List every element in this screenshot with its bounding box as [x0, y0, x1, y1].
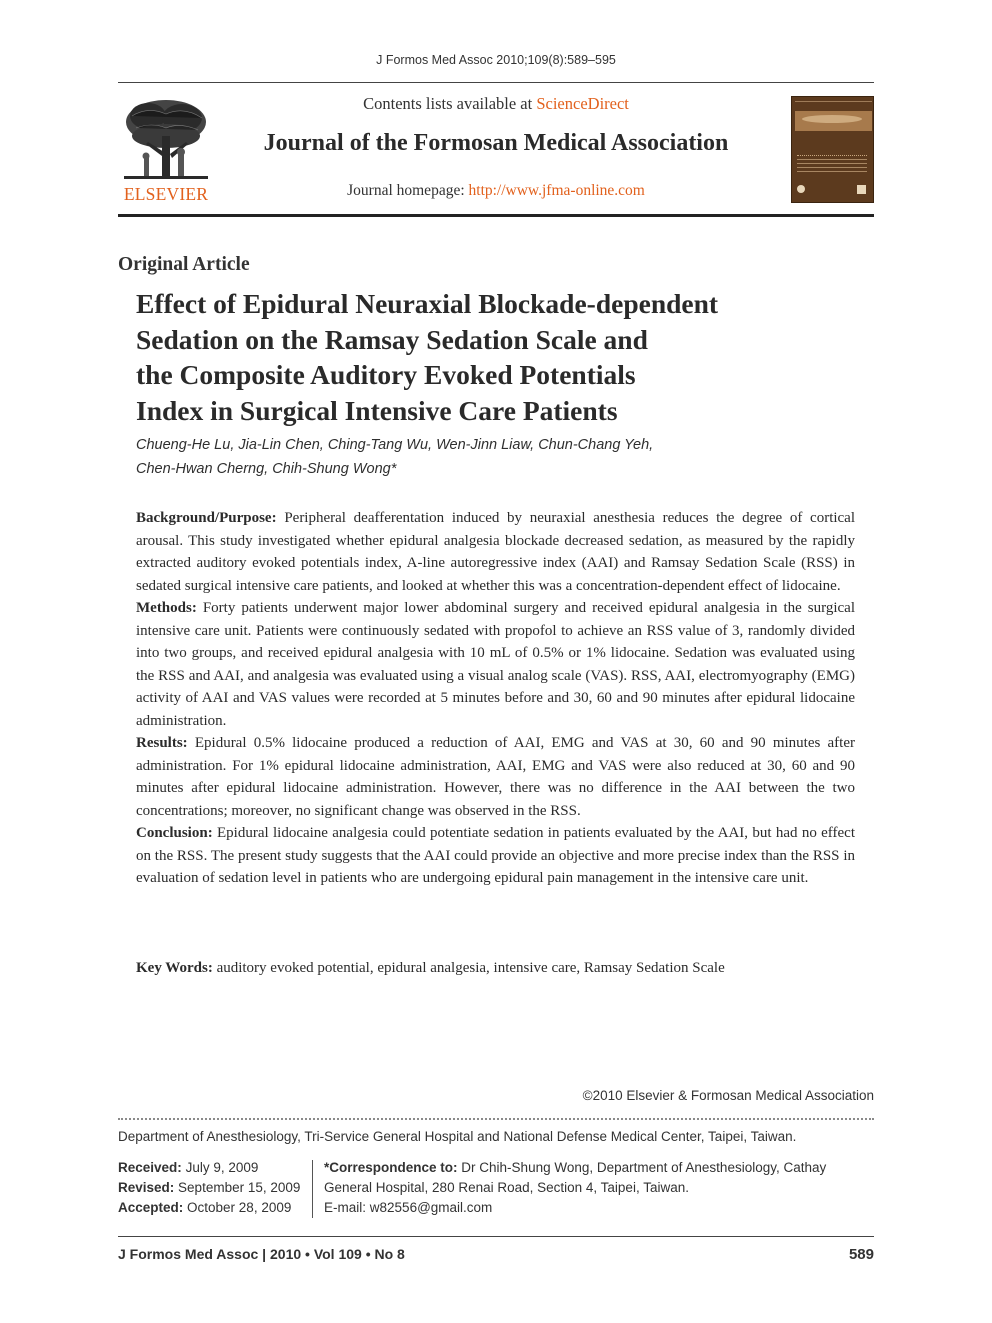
correspondence-text: Dr Chih-Shung Wong, Department of Anesthesiology, Cathay General Hospital, 280 Renai Road, Section 4, Taipei, Taiwan.	[324, 1160, 827, 1195]
correspondence-label: *Correspondence to:	[324, 1160, 458, 1175]
correspondence-email	[324, 1198, 875, 1218]
title-line: Index in Surgical Intensive Care Patients	[136, 394, 618, 426]
page-number: 589	[848, 1246, 874, 1263]
revised-label: Revised:	[118, 1180, 175, 1195]
article-type: Original Article	[118, 254, 250, 275]
author-list	[136, 433, 856, 481]
correspondence	[324, 1158, 875, 1218]
methods-label: Methods:	[136, 600, 197, 616]
accepted-label: Accepted:	[118, 1200, 184, 1215]
affiliation: Department of Anesthesiology, Tri-Service General Hospital and National Defense Medical Center, Taipei, Taiwan.	[118, 1129, 797, 1144]
dotted-divider	[118, 1118, 874, 1120]
dates-divider	[312, 1160, 313, 1218]
authors-line: Chueng-He Lu, Jia-Lin Chen, Ching-Tang Wu, Wen-Jinn Liaw, Chun-Chang Yeh,	[136, 437, 654, 453]
sciencedirect-link[interactable]: ScienceDirect	[536, 94, 629, 113]
article-title	[136, 286, 856, 428]
received-value: July 9, 2009	[185, 1160, 259, 1175]
abstract-methods	[136, 597, 855, 732]
footer-rule	[118, 1236, 874, 1237]
abstract-conclusion	[136, 822, 855, 890]
background-label: Background/Purpose:	[136, 510, 277, 526]
results-text: Epidural 0.5% lidocaine produced a reduction of AAI, EMG and VAS at 30, 60 and 90 minutes after administration. For 1% epidural lidocaine administration, AAI, EMG and VAS were also reduced at 30, 60 and 90 minutes after epidural lidocaine administration. However, there was no difference in the AAI between the two concentrations; moreover, no significant change was observed in the RSS.	[136, 735, 856, 819]
email-label: E-mail:	[324, 1200, 367, 1215]
journal-homepage	[230, 182, 762, 200]
journal-cover-thumbnail	[791, 96, 874, 203]
results-label: Results:	[136, 735, 188, 751]
revised-value: September 15, 2009	[178, 1180, 301, 1195]
revised-date	[118, 1178, 308, 1198]
conclusion-text: Epidural lidocaine analgesia could potentiate sedation in patients evaluated by the AAI, but had no effect on the RSS. The present study suggests that the AAI could provide an objective and more precise index than the RSS in evaluation of sedation level in patients who are undergoing epidural pain management in the intensive care unit.	[136, 825, 855, 886]
homepage-prefix: Journal homepage:	[347, 182, 469, 199]
abstract-results	[136, 732, 855, 822]
journal-title: Journal of the Formosan Medical Association	[263, 130, 729, 156]
keywords	[136, 957, 855, 979]
accepted-date	[118, 1198, 308, 1218]
header-rule	[118, 82, 874, 83]
authors-line: Chen-Hwan Cherng, Chih-Shung Wong*	[136, 461, 397, 477]
elsevier-logo-text: ELSEVIER	[123, 184, 209, 204]
title-line: the Composite Auditory Evoked Potentials	[136, 359, 636, 390]
email-link[interactable]: w82556@gmail.com	[369, 1200, 493, 1215]
title-line: Sedation on the Ramsay Sedation Scale and	[136, 323, 648, 355]
homepage-link[interactable]: http://www.jfma-online.com	[468, 182, 645, 199]
accepted-value: October 28, 2009	[187, 1200, 292, 1215]
received-date	[118, 1158, 308, 1178]
footer-journal-reference: J Formos Med Assoc | 2010 • Vol 109 • No 8	[118, 1246, 405, 1262]
conclusion-label: Conclusion:	[136, 825, 213, 841]
copyright-notice: ©2010 Elsevier & Formosan Medical Association	[582, 1088, 874, 1103]
title-line: Effect of Epidural Neuraxial Blockade-dependent	[136, 288, 719, 319]
received-label: Received:	[118, 1160, 182, 1175]
contents-prefix: Contents lists available at	[363, 94, 537, 113]
article-dates	[118, 1158, 308, 1218]
citation-header: J Formos Med Assoc 2010;109(8):589–595	[376, 53, 616, 67]
keywords-text: auditory evoked potential, epidural analgesia, intensive care, Ramsay Sedation Scale	[216, 960, 725, 976]
abstract-background	[136, 507, 855, 597]
methods-text: Forty patients underwent major lower abdominal surgery and received epidural analgesia in the surgical intensive care unit. Patients were continuously sedated with propofol to achieve an RSS value of 3, randomly divided into two groups, and received epidural analgesia with 10 mL of 0.5% or 1% lidocaine. Sedation was evaluated using the RSS and AAI, and analgesia was evaluated using a visual analog scale (VAS). RSS, AAI, electromyography (EMG) activity of AAI and VAS values were recorded at 5 minutes before and 30, 60 and 90 minutes after epidural lidocaine administration.	[136, 600, 856, 729]
contents-availability	[230, 94, 762, 114]
abstract	[136, 507, 855, 890]
correspondence-address	[324, 1158, 875, 1198]
header-thick-rule	[118, 214, 874, 217]
keywords-label: Key Words:	[136, 960, 213, 976]
background-text: Peripheral deafferentation induced by neuraxial anesthesia reduces the degree of cortical arousal. This study investigated whether epidural analgesia blockade decreased sedation, as measured by the rapidly extracted auditory evoked potentials index, A-line autoregressive index (AAI) and Ramsay Sedation Scale (RSS) in sedated surgical intensive care patients, and looked at whether this was a concentration-dependent effect of lidocaine.	[136, 510, 856, 594]
